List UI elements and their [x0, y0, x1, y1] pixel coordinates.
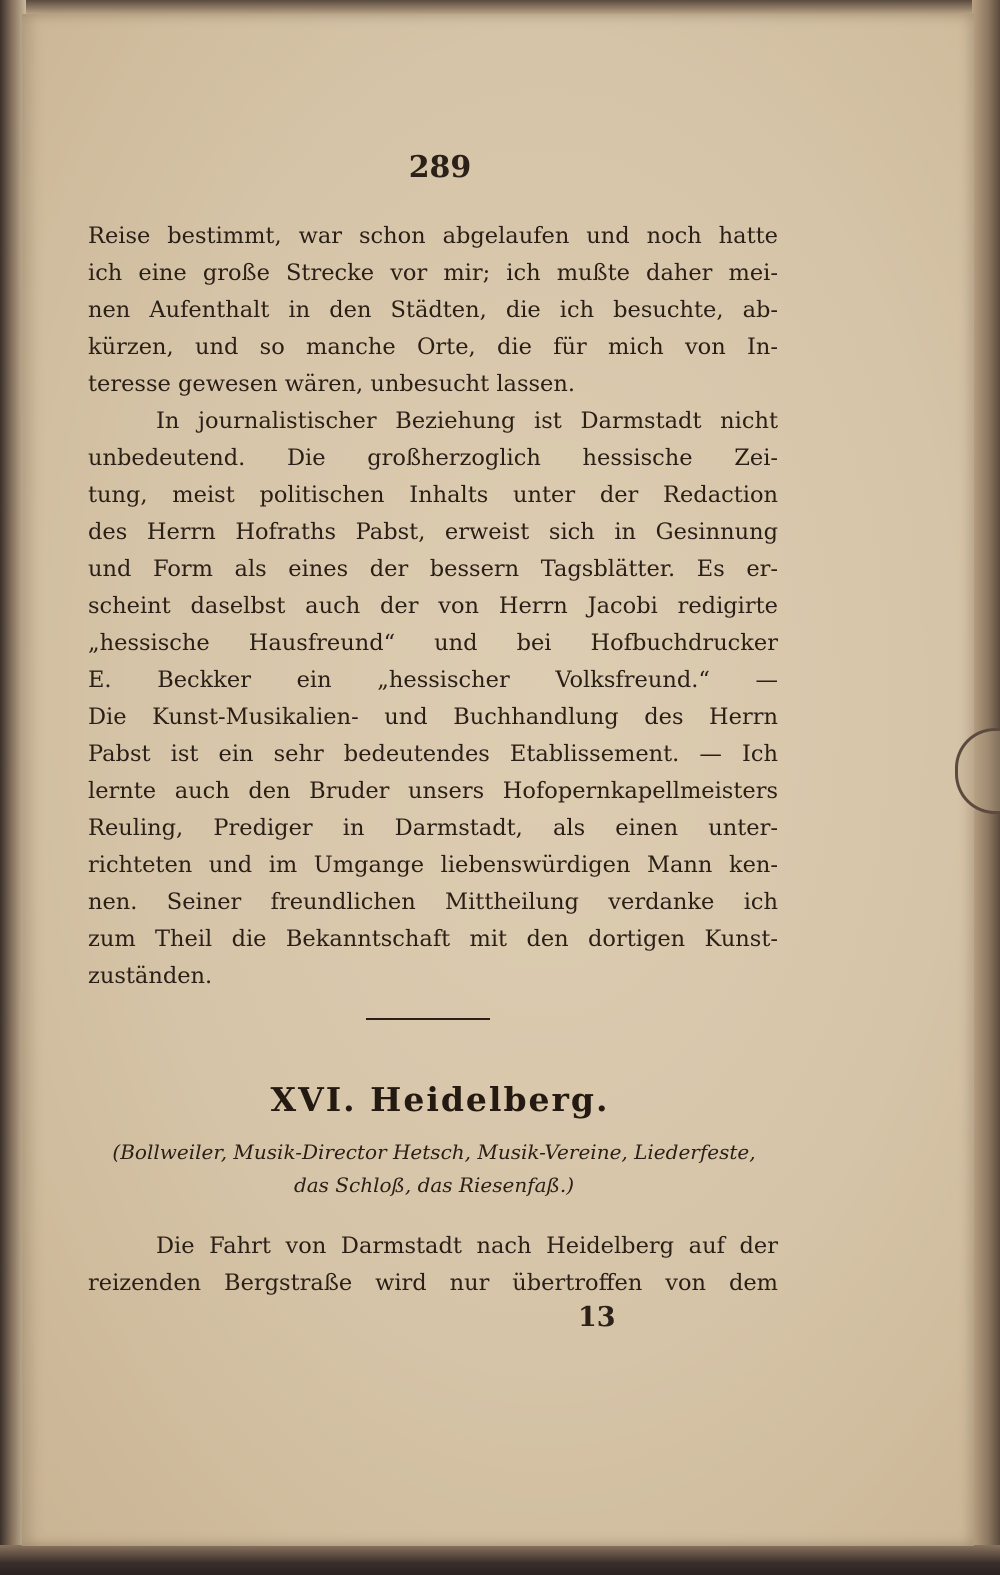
text-line: E. Beckker ein „hessischer Volksfreund.“ —	[88, 667, 778, 693]
subtitle-line: (Bollweiler, Musik-Director Hetsch, Musik-Vereine, Liederfeste,	[112, 1140, 756, 1164]
text-line: zum Theil die Bekanntschaft mit den dortigen Kunst-	[88, 926, 778, 952]
paragraph-heidelberg	[88, 1228, 778, 1302]
chapter-heading-text: XVI. Heidelberg.	[270, 1080, 610, 1119]
book-top-edge	[0, 0, 1000, 14]
subtitle-line: das Schloß, das Riesenfaß.)	[293, 1173, 575, 1197]
chapter-subtitle	[84, 1136, 784, 1202]
text-line: lernte auch den Bruder unsers Hofopernkapellmeisters	[88, 778, 778, 804]
text-line: richteten und im Umgange liebenswürdigen Mann ken-	[88, 852, 778, 878]
section-divider	[366, 1018, 490, 1020]
text-line: nen Aufenthalt in den Städten, die ich besuchte, ab-	[88, 297, 778, 323]
text-line: und Form als eines der bessern Tagsblätter. Es er-	[88, 556, 778, 582]
text-line: teresse gewesen wären, unbesucht lassen.	[88, 371, 576, 397]
text-line: tung, meist politischen Inhalts unter der Redaction	[88, 482, 778, 508]
paragraph-continued	[88, 218, 778, 995]
signature-mark: 13	[578, 1302, 616, 1333]
text-line: Pabst ist ein sehr bedeutendes Etablissement. — Ich	[88, 741, 778, 767]
text-line: Die Fahrt von Darmstadt nach Heidelberg auf der	[156, 1233, 778, 1259]
text-line: nen. Seiner freundlichen Mittheilung verdanke ich	[88, 889, 778, 915]
text-line: reizenden Bergstraße wird nur übertroffen von dem	[88, 1270, 778, 1296]
text-line: kürzen, und so manche Orte, die für mich von In-	[88, 334, 778, 360]
text-line: Die Kunst-Musikalien- und Buchhandlung des Herrn	[88, 704, 778, 730]
text-line: Reise bestimmt, war schon abgelaufen und noch hatte	[88, 223, 778, 249]
chapter-heading	[0, 1080, 1000, 1119]
text-line: des Herrn Hofraths Pabst, erweist sich in Gesinnung	[88, 519, 778, 545]
text-line: Reuling, Prediger in Darmstadt, als einen unter-	[88, 815, 778, 841]
text-line: In journalistischer Beziehung ist Darmstadt nicht	[156, 408, 778, 434]
text-line: unbedeutend. Die großherzoglich hessische Zei-	[88, 445, 778, 471]
text-line: zuständen.	[88, 963, 213, 989]
page-number	[0, 150, 1000, 185]
book-bottom-edge	[0, 1545, 1000, 1575]
text-line: „hessische Hausfreund“ und bei Hofbuchdrucker	[88, 630, 778, 656]
page-number-text: 289	[408, 150, 472, 185]
text-line: scheint daselbst auch der von Herrn Jacobi redigirte	[88, 593, 778, 619]
text-line: ich eine große Strecke vor mir; ich mußte daher mei-	[88, 260, 778, 286]
